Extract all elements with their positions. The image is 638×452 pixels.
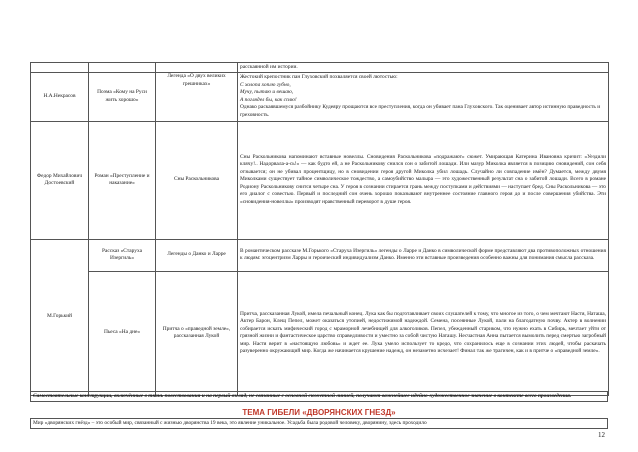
story-cell: Легенды о Данко и Ларре: [156, 239, 238, 271]
story-cell: Притча о «праведной земле», рассказанная Лукой: [156, 271, 238, 395]
description-cell: В романтическом рассказе М.Горького «Старуха Изергиль» легенды о Ларре и Данко в символической форме представляют два противоположных отношения к людям: эгоцентризм Ларры и героический индивидуализм Данко. Именно эти вставные произведения особенно важны для понимания смысла рассказа.: [238, 239, 609, 271]
table-row: [31, 239, 609, 271]
description-line: Жестокий крепостник пан Глуховский похваляется своей лютостью:: [240, 74, 398, 80]
story-cell: Легенда «О двух великих грешниках»: [156, 72, 238, 121]
author-cell: Федор Михайлович Достоевский: [31, 121, 89, 239]
story-cell: Сны Раскольникова: [156, 121, 238, 239]
table-row: [31, 271, 609, 395]
work-cell: Пьеса «На дне»: [89, 271, 156, 395]
literature-table: [30, 62, 609, 396]
conclusion-note: Самостоятельные конструкции, включённые в ткань повествования и на первый взгляд, не связанные с основной сюжетной линией, получают важнейшее идейно-художественное значение в контексте всего произведения.: [30, 391, 608, 402]
table-row: [31, 121, 609, 239]
work-cell: Роман «Преступление и наказание»: [89, 121, 156, 239]
verse-line: С холопа хоплю губно,: [240, 81, 291, 88]
table-row: [31, 72, 609, 121]
description-cell: [238, 72, 609, 121]
description-line: Однако раскаявшемуся разбойнику Кудеяру прощаются все преступления, когда он убивает пана Глуховского. Так оценивает автор истинную праведность и греховность.: [240, 104, 601, 118]
page-number: 12: [598, 431, 605, 439]
section-heading: ТЕМА ГИБЕЛИ «ДВОРЯНСКИХ ГНЕЗД»: [242, 408, 396, 417]
work-cell: Поэма «Кому на Руси жить хорошо»: [89, 72, 156, 121]
verse-line: Мучу, пытаю и вешаю,: [240, 89, 294, 95]
author-cell: Н.А.Некрасов: [31, 72, 89, 121]
description-cell: Притча, рассказанная Лукой, имела печальный конец. Лука как бы подготавливает своих слушателей к тому, что многое из того, о чем мечтают Настя, Наташа, Актер Барон, Клещ Пепел, может оказаться утопией, недостижимой надеждой. Семена, посеянные Лукой, пали на благодатную почву. Актер в волнении собирается искать мифический город с мраморной лечебницей для алкоголиков. Пепел, убежденный стариком, что нужно ехать в Сибирь, мечтает уйти от грязной жизни и фантастическое царство справедливости и уместно за собой чистую Наташу. Несчастная Анна пытается вымолить перед смертью загробный мир. Настя верит в «настоящую любовь» и ждет ее. Лука умело использует то кредо, что сохранилось еще в сознании этих людей, чтобы раскачать разуверенно окружающий мир. Когда же начинается крушение надежд, он незаметно исчезает! Финал так же трагичен, как и в притче о «праведной земле».: [238, 271, 609, 395]
description-cell: Сны Раскольникова напоминают вставные новеллы. Сновидения Раскольникова «подражают» сюжет. Умирающая Катерина Ивановна кричит: «Уездили клячу!.. Надорвала-а-сь!» — как будто ей, а не Раскольникову снился сон о забитой лошади. Или мазур Миколка является в позицию сновидений, сон себя отзывается; он не убивал процентщицу, но в сновидении героя другой Миколка убил лошадь. Случайно ли совпадение имён? Думается, между двумя Миколками существует тайное символическое тождество, а самоубийство малыра — это художественный результат сна о забитой лошади. Всего в романе Родиону Раскольникову снится четыре сна. У героя в сознании стирается грань между поступками и действиями — наступает бред. Сны Раскольникова — это его диалог с совестью. Первый и последний сон очень хорошо показывают внутреннее состояние главного героя до и после совершения убийства. Эти «сновидения-новеллы» производят нравственный переворот в душе героя.: [238, 121, 609, 239]
work-cell: Рассказ «Старуха Изергиль»: [89, 239, 156, 271]
author-cell: М.Горький: [31, 239, 89, 395]
continued-text: расскаянной им истории.: [238, 63, 609, 73]
verse-line: А поглядел бы, как сплю!: [240, 96, 297, 103]
section-intro-text: Мир «дворянских гнёзд» – это особый мир, связанный с жизнью дворянства 19 века, это явление уникальное. Усадьба была родовой человеку, дворянину, здесь проходило: [30, 418, 608, 429]
table-row: [31, 63, 609, 73]
